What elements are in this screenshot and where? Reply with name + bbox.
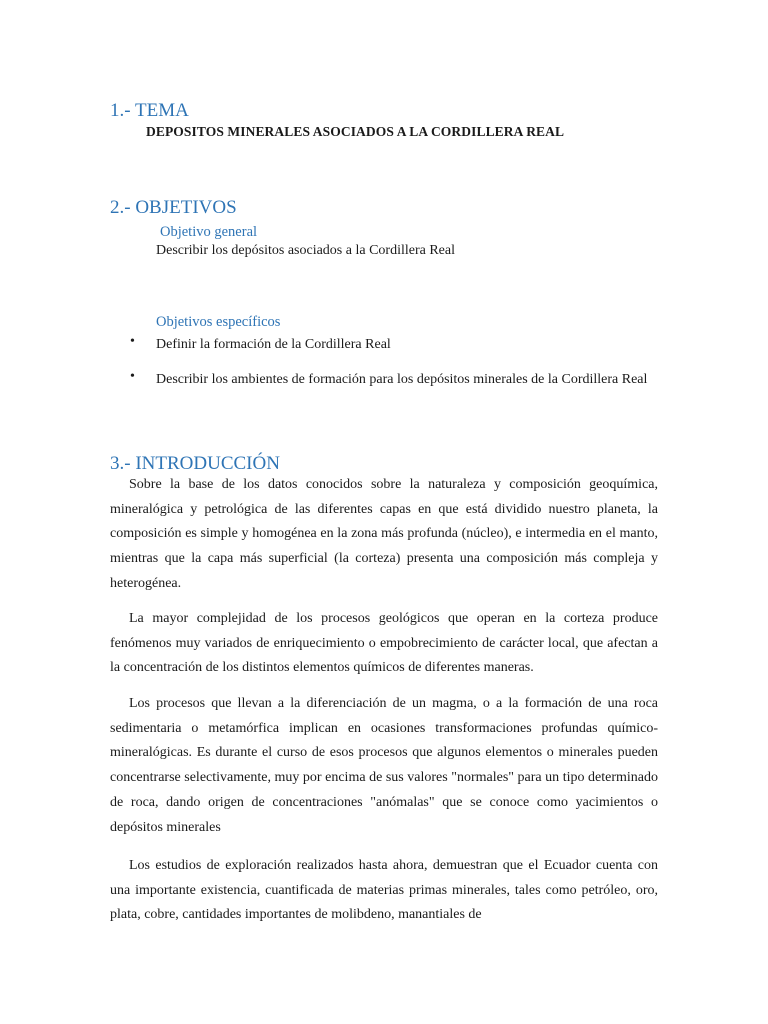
document-title: DEPOSITOS MINERALES ASOCIADOS A LA CORDILLERA REAL — [146, 124, 565, 139]
bullet-icon: • — [130, 369, 135, 384]
intro-paragraph: Sobre la base de los datos conocidos sobre la naturaleza y composición geoquímica, mineralógica y petrológica de las diferentes capas en que está dividido nuestro planeta, la composición es simple y homogénea en la zona más profunda (núcleo), e intermedia en el manto, mientras que la capa más superficial (la corteza) presenta una composición más compleja y heterogénea. — [110, 477, 658, 591]
section-3-heading: 3.- INTRODUCCIÓN — [110, 453, 280, 474]
section-1-heading: 1.- TEMA — [110, 100, 189, 121]
list-item-text: Definir la formación de la Cordillera Real — [156, 337, 391, 352]
specific-objectives-list — [130, 332, 658, 392]
intro-paragraph: Los procesos que llevan a la diferenciación de un magma, o a la formación de una roca sedimentaria o metamórfica implican en ocasiones transformaciones profundas químico-mineralógicas. Es durante el curso de esos procesos que algunos elementos o minerales pueden concentrarse selectivamente, muy por encima de sus valores "normales" para un tipo determinado de roca, dando origen de concentraciones "anómalas" que se conoce como yacimientos o depósitos minerales — [110, 696, 658, 835]
bullet-icon: • — [130, 334, 135, 349]
list-item — [130, 332, 658, 357]
intro-paragraph: Los estudios de exploración realizados hasta ahora, demuestran que el Ecuador cuenta con una importante existencia, cuantificada de materias primas minerales, tales como petróleo, oro, plata, cobre, cantidades importantes de molibdeno, manantiales de — [110, 858, 658, 923]
section-2-heading: 2.- OBJETIVOS — [110, 197, 237, 218]
list-item-text: Describir los ambientes de formación para los depósitos minerales de la Cordillera Real — [156, 372, 648, 387]
general-objective-label: Objetivo general — [160, 224, 258, 240]
general-objective-text: Describir los depósitos asociados a la Cordillera Real — [156, 243, 455, 258]
specific-objectives-label: Objetivos específicos — [156, 314, 281, 330]
list-item — [130, 367, 658, 392]
intro-paragraph: La mayor complejidad de los procesos geológicos que operan en la corteza produce fenómenos muy variados de enriquecimiento o empobrecimiento de carácter local, que afectan a la concentración de los distintos elementos químicos de diferentes maneras. — [110, 611, 658, 676]
